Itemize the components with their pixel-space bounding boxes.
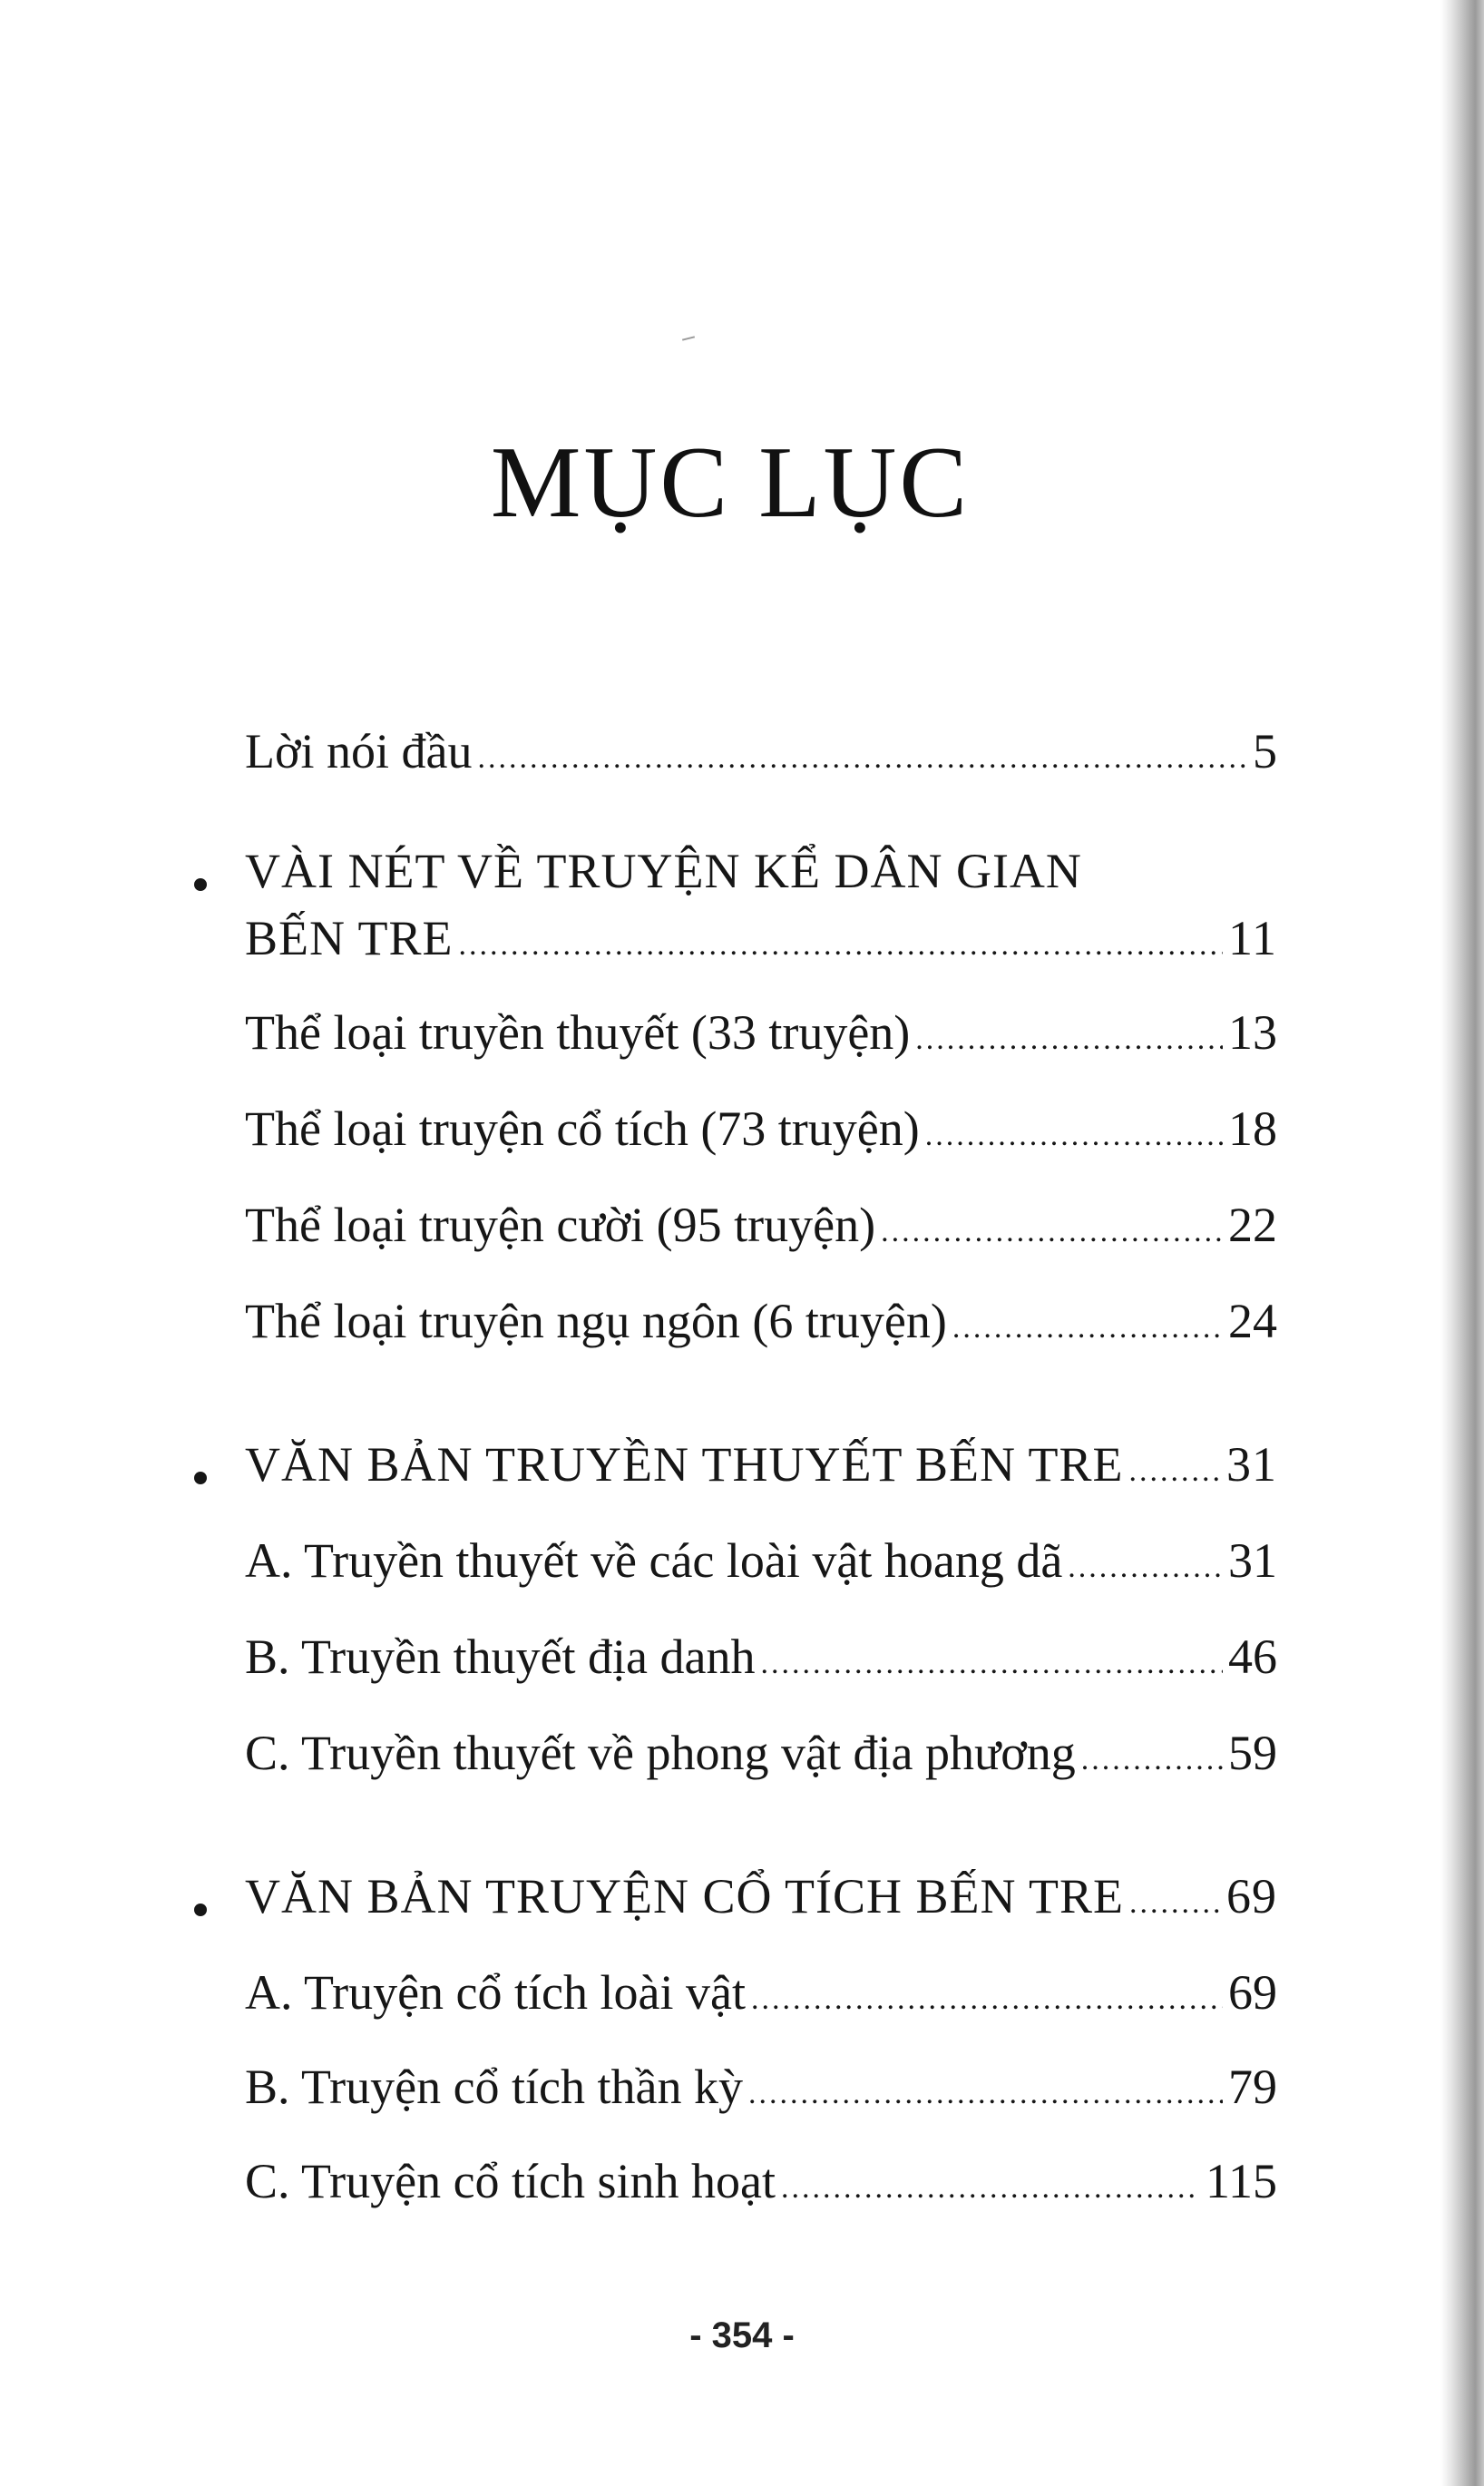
dot-leader (748, 2065, 1223, 2123)
dot-leader (761, 1635, 1224, 1693)
section-bullet-icon (194, 878, 207, 891)
toc-entry-label: B. Truyền thuyết địa danh (245, 1630, 756, 1684)
page-number-footer: - 354 - (689, 2315, 795, 2355)
dot-leader (925, 1107, 1223, 1165)
toc-page-number: 31 (1226, 1437, 1277, 1492)
toc-page-number: 31 (1228, 1533, 1277, 1588)
toc-page-number: 69 (1226, 1869, 1277, 1923)
toc-entry-label: A. Truyện cổ tích loài vật (245, 1965, 746, 2020)
toc-page-number: 18 (1228, 1101, 1277, 1156)
toc-entry-label: Thể loại truyện ngụ ngôn (6 truyện) (245, 1294, 947, 1348)
section-heading-1-line2[interactable] (245, 909, 1277, 974)
dot-leader (1129, 1874, 1221, 1933)
toc-page-number: 22 (1228, 1198, 1277, 1252)
toc-page-number: 24 (1228, 1294, 1277, 1348)
toc-page-number: 11 (1228, 911, 1277, 965)
toc-entry-label: Thể loại truyện cổ tích (73 truyện) (245, 1101, 920, 1156)
toc-entry[interactable] (245, 1963, 1277, 2029)
toc-entry-label: C. Truyền thuyết về phong vật địa phương (245, 1726, 1076, 1780)
toc-page-number: 46 (1228, 1630, 1277, 1684)
toc-entry-label: VĂN BẢN TRUYỀN THUYẾT BẾN TRE (245, 1437, 1124, 1492)
dot-leader (478, 729, 1247, 788)
dot-leader (915, 1011, 1223, 1069)
section-heading-3[interactable] (245, 1867, 1277, 1933)
dot-leader (1129, 1443, 1221, 1501)
section-heading-1[interactable]: VÀI NÉT VỀ TRUYỆN KỂ DÂN GIAN (245, 844, 1082, 898)
dot-leader (952, 1299, 1223, 1357)
page-title: MỤC LỤC (490, 426, 971, 539)
toc-page-number: 79 (1228, 2060, 1277, 2114)
toc-entry-label: Thể loại truyền thuyết (33 truyện) (245, 1005, 911, 1060)
dot-leader (781, 2159, 1200, 2217)
toc-entry[interactable] (245, 1196, 1277, 1261)
toc-page-number: 5 (1253, 724, 1277, 778)
section-bullet-icon (194, 1472, 207, 1484)
toc-entry[interactable] (245, 1628, 1277, 1693)
toc-entry[interactable] (245, 1292, 1277, 1357)
dot-leader (459, 916, 1223, 974)
dot-leader (1068, 1539, 1223, 1597)
toc-page-number: 59 (1228, 1726, 1277, 1780)
toc-entry[interactable] (245, 2152, 1277, 2217)
toc-page-number: 115 (1206, 2154, 1277, 2208)
toc-entry-label: BẾN TRE (245, 911, 454, 965)
toc-entry-label: Lời nói đầu (245, 724, 473, 778)
toc-entry[interactable] (245, 1532, 1277, 1597)
dot-leader (881, 1203, 1223, 1261)
toc-page-number: 13 (1228, 1005, 1277, 1060)
toc-entry-label: B. Truyện cổ tích thần kỳ (245, 2060, 743, 2114)
toc-page-number: 69 (1228, 1965, 1277, 2020)
toc-entry-intro[interactable] (245, 722, 1277, 788)
toc-entry[interactable] (245, 2058, 1277, 2123)
toc-entry[interactable] (245, 1003, 1277, 1069)
toc-entry[interactable] (245, 1724, 1277, 1789)
toc-entry-label: Thể loại truyện cười (95 truyện) (245, 1198, 876, 1252)
toc-entry-label: A. Truyền thuyết về các loài vật hoang dã (245, 1533, 1063, 1588)
section-bullet-icon (194, 1904, 207, 1916)
toc-entry[interactable] (245, 1100, 1277, 1165)
section-heading-2[interactable] (245, 1435, 1277, 1501)
dot-leader (751, 1971, 1223, 2029)
toc-entry-label: VĂN BẢN TRUYỆN CỔ TÍCH BẾN TRE (245, 1869, 1125, 1923)
toc-entry-label: C. Truyện cổ tích sinh hoạt (245, 2154, 776, 2208)
dot-leader (1081, 1731, 1223, 1789)
